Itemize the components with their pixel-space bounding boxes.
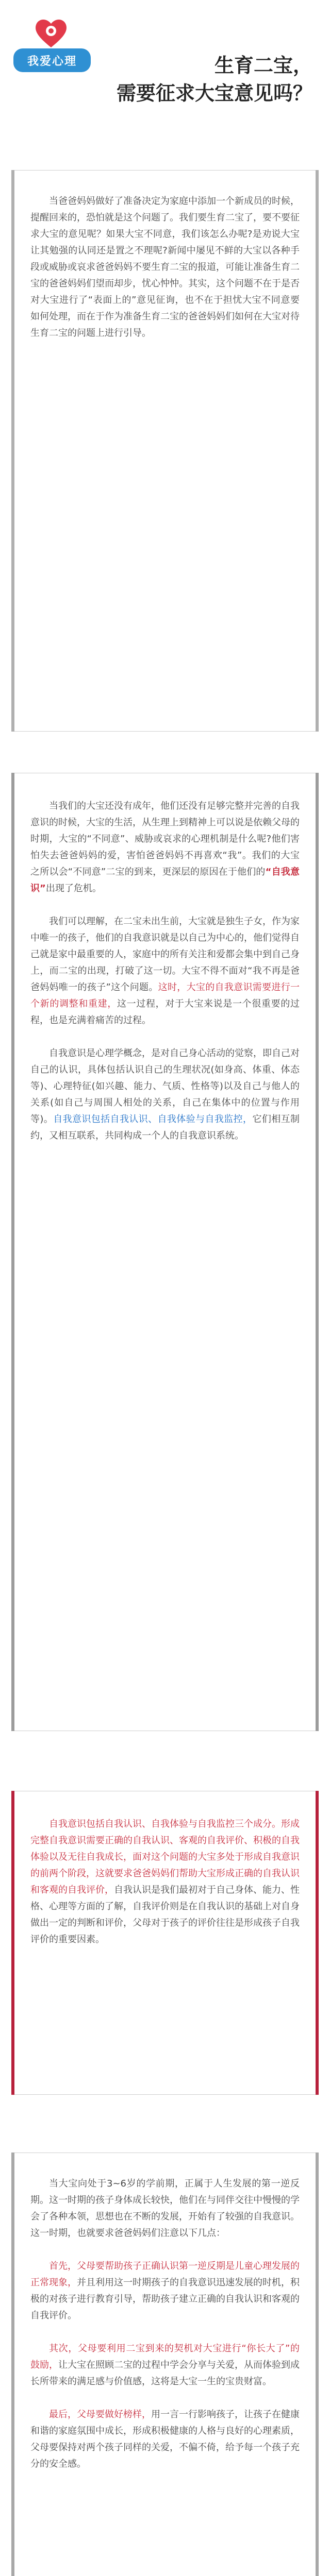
paragraph bbox=[12, 2258, 318, 2324]
paragraph: 当大宝向处于3~6岁的学前期，正属于人生发展的第一逆反期。这一时期的孩子身体成长较快，他们在与同伴交往中慢慢的学会了各种本领，思想也在不断的发展，开始有了较强的自我意识。这一时期，也就要求爸爸妈妈们注意以下几点： bbox=[30, 2178, 300, 2239]
highlight-text: 自我意识包括自我认识、自我体验与自我监控， bbox=[53, 1114, 253, 1125]
section-bar-right bbox=[316, 773, 319, 1731]
text: 我们可以理解，在二宝未出生前，大宝就是独生子女，作为家中唯一的孩子，他们的自我意识就是以自己为中心的，他们觉得自己就是家中最重要的人，家庭中的所有关注和爱都会集中到自己身上，而二宝的出现，打破了这一切。大宝不得不面对“我不再是爸爸妈妈唯一的孩子”这个问题。 bbox=[30, 916, 300, 993]
guidance-section bbox=[11, 2153, 319, 2576]
intro-section bbox=[11, 170, 319, 732]
section-bar-left bbox=[11, 773, 14, 1731]
page-title bbox=[117, 52, 312, 107]
paragraph bbox=[12, 1045, 318, 1144]
highlight-text: 这时，大宝的自我意识需要进行一个新的调整和重建， bbox=[30, 982, 300, 1009]
highlight-text: 自我意识包括自我认识、自我体验与自我监控三个成分。形成完整自我意识需要正确的自我认识、客观的自我评价、积极的自我体验以及无往自我成长， bbox=[30, 1819, 300, 1862]
components-section bbox=[11, 1791, 319, 2095]
section-bar-right bbox=[316, 2153, 319, 2576]
self-awareness-section bbox=[11, 773, 319, 1731]
highlight-text: 首先，父母要帮助孩子正确认识第一逆反期是儿童心理发展的正常现象， bbox=[30, 2261, 300, 2288]
highlight-text: 其次，父母要利用二宝到来的契机对大宝进行“你长大了”的鼓励， bbox=[30, 2343, 300, 2370]
text: 自我意识是心理学概念，是对自己身心活动的觉察，即自己对自己的认识，具体包括认识自己的生理状况(如身高、体重、体态等)、心理特征(如兴趣、能力、气质、性格等)以及自己与他人的关系(如自己与周围人相处的关系，自己在集体中的位置与作用等)。 bbox=[30, 1048, 300, 1125]
text: 出现了危机。 bbox=[45, 883, 102, 894]
heart-icon bbox=[33, 16, 69, 49]
logo-text: 我爱心理 bbox=[13, 48, 91, 72]
brand-logo bbox=[13, 16, 91, 78]
paragraph bbox=[12, 1816, 318, 1948]
text: 并且利用这一时期孩子的自我意识迅速发展的时机，积极的对孩子进行教育引导，帮助孩子建立正确的自我认识和客观的自我评价。 bbox=[30, 2277, 300, 2321]
paragraph bbox=[12, 2406, 318, 2472]
text: 这一过程，对于大宝来说是一个很重要的过程，也是充满着痛苦的过程。 bbox=[30, 998, 300, 1026]
text: 自我认识是我们最初对于自己身体、能力、性格、心理等方面的了解，自我评价则是在自我认识的基础上对自身做出一定的判断和评价，父母对于孩子的评价往往是形成孩子自我评价的重要因素。 bbox=[30, 1885, 300, 1945]
text: 用一言一行影响孩子，让孩子在健康和谐的家庭氛围中成长，形成积极健康的人格与良好的心理素质，父母要保持对两个孩子同样的关爱，不偏不倚，给予每一个孩子充分的安全感。 bbox=[30, 2409, 300, 2469]
text: 当我们的大宝还没有成年，他们还没有足够完整并完善的自我意识的时候，大宝的生活，从生理上到精神上可以说是依赖父母的时期，大宝的“不同意”、威胁或哀求的心理机制是什么呢?他们害怕失去爸爸妈妈的爱，害怕爸爸妈妈不再喜欢“我”。我们的大宝之所以会“不同意”二宝的到来，更深层的原因在于他们的 bbox=[30, 801, 300, 877]
highlight-text: “自我意识” bbox=[30, 867, 300, 894]
paragraph bbox=[12, 913, 318, 1029]
text: 让大宝在照顾二宝的过程中学会分享与关爱，从而体验到成长所带来的满足感与价值感，这将是大宝一生的宝贵财富。 bbox=[30, 2360, 300, 2387]
section-bar-right bbox=[316, 170, 319, 732]
section-bar-right bbox=[316, 1791, 319, 2095]
text: 它们相互制约，又相互联系，共同构成一个人的自我意识系统。 bbox=[30, 1114, 300, 1141]
title-line-1: 生育二宝， bbox=[214, 54, 312, 77]
section-bar-left bbox=[11, 2153, 14, 2576]
paragraph: 当爸爸妈妈做好了准备决定为家庭中添加一个新成员的时候，提醒回来的，恐怕就是这个问题了。我们要生育二宝了，要不要征求大宝的意见呢？如果大宝不同意，我们该怎么办呢?是劝说大宝让其勉强的认同还是置之不理呢?新闻中屡见不鲜的大宝以各种手段或威胁或哀求爸爸妈妈不要生育二宝的报道，可能让准备生育二宝的爸爸妈妈们望而却步，忧心忡忡。其实，这个问题不在于是否对大宝进行了“表面上的”意见征询，也不在于担忧大宝不同意要如何处理，而在于作为准备生育二宝的爸爸妈妈们如何在大宝对待生育二宝的问题上进行引导。 bbox=[30, 196, 300, 338]
paragraph bbox=[12, 798, 318, 897]
title-line-2: 需要征求大宝意见吗？ bbox=[116, 82, 312, 105]
paragraph bbox=[12, 2341, 318, 2390]
header bbox=[0, 0, 330, 170]
section-bar-left bbox=[11, 170, 14, 732]
highlight-text: 最后，父母要做好榜样， bbox=[49, 2409, 151, 2420]
highlight-text: 面对这个问题的大宝多处于形成自我意识的前两个阶段，这就要求爸爸妈妈们帮助大宝形成正确的自我认识和客观的自我评价， bbox=[30, 1852, 300, 1895]
section-bar-left bbox=[11, 1791, 14, 2095]
